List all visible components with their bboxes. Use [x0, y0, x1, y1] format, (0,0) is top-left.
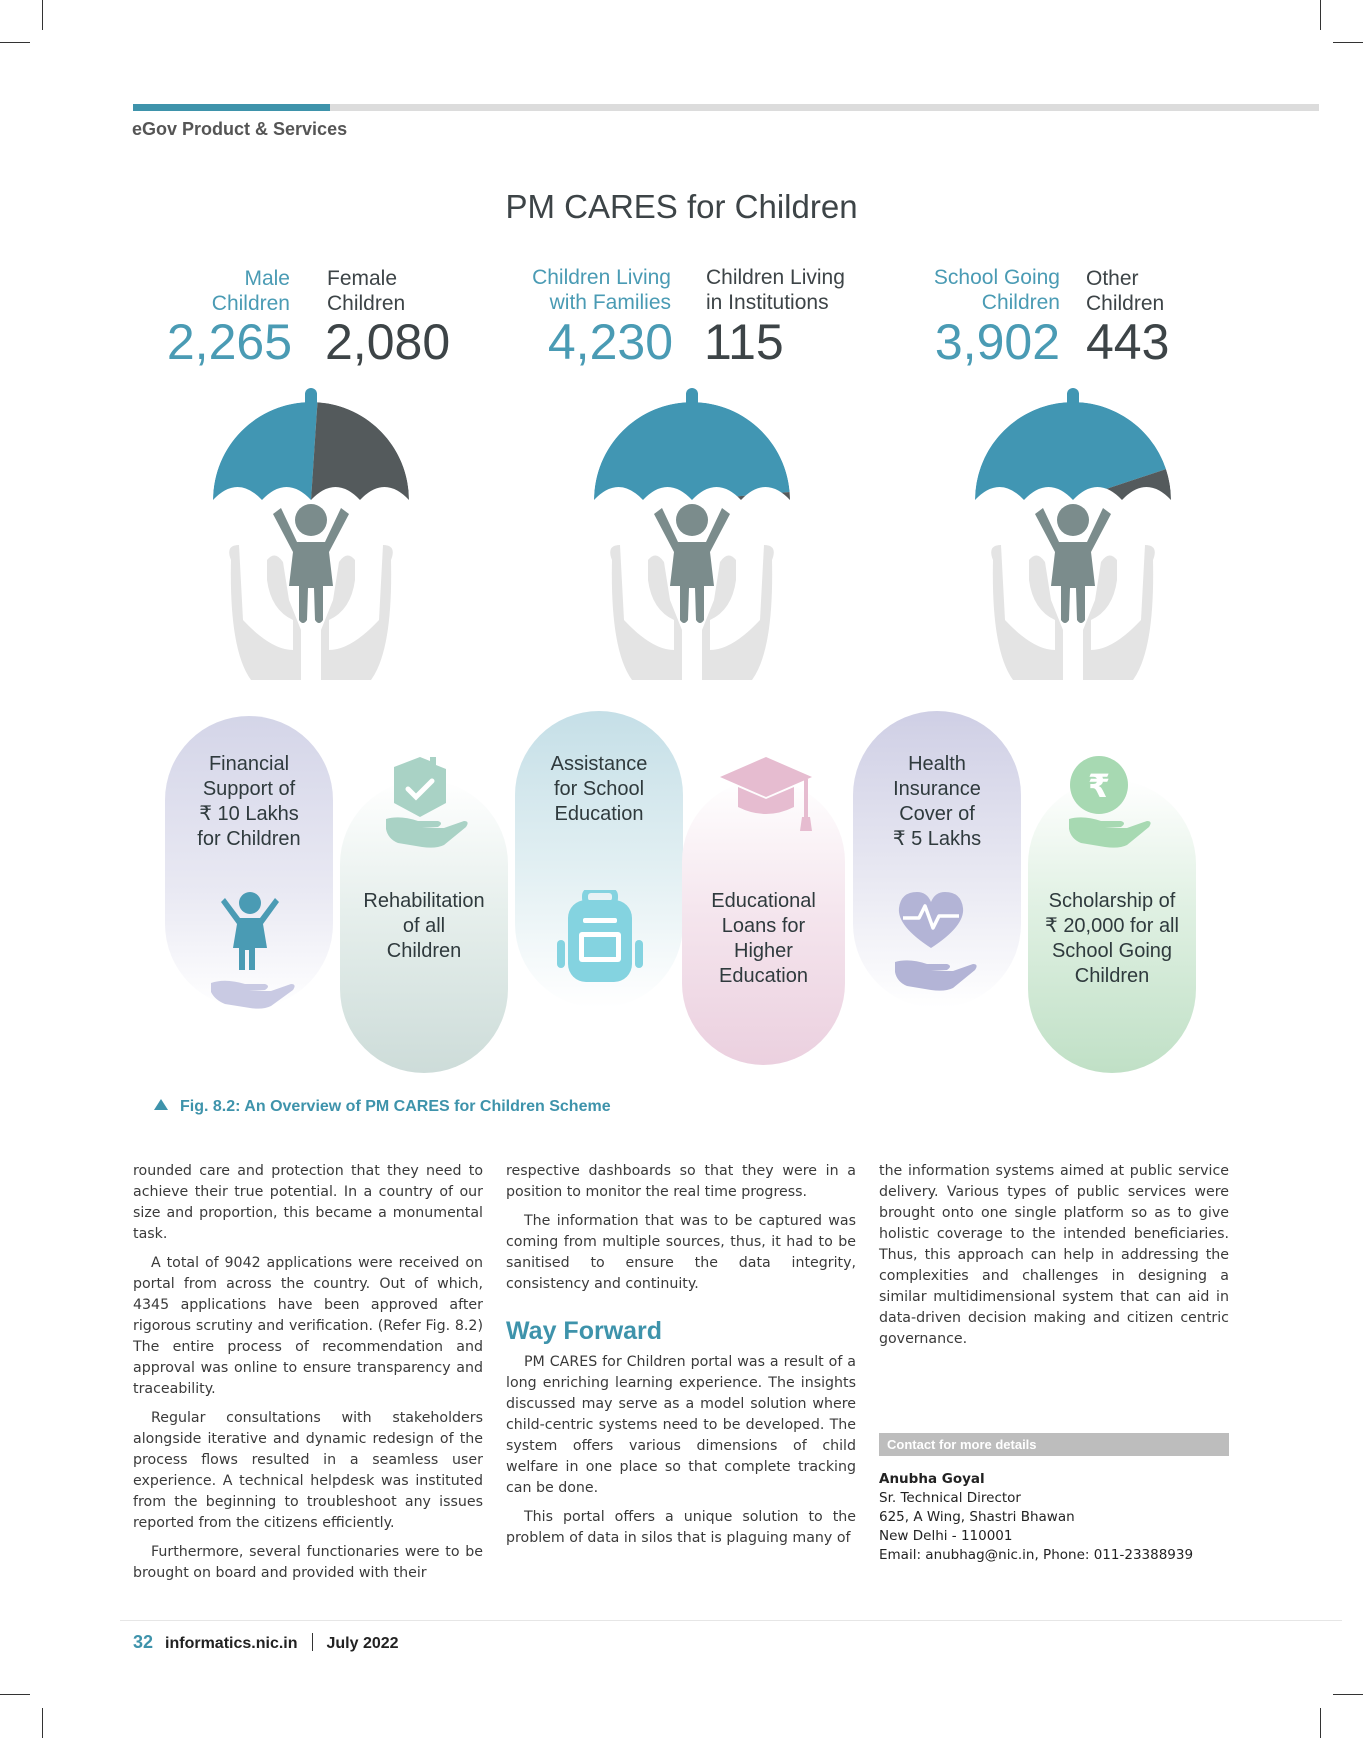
benefit-label-line: Educational	[711, 890, 816, 912]
stat-value: 443	[1086, 314, 1170, 370]
benefit-label-line: Children	[1074, 965, 1150, 987]
paragraph: The information that was to be captured was coming from multiple sources, thus, it had to be sanitised to ensure the data integrity, consistency and continuity.	[506, 1213, 856, 1292]
stat-label-line: with Families	[549, 291, 671, 314]
crop-mark	[0, 1694, 30, 1695]
benefit-label-line: Education	[554, 803, 644, 825]
page-number: 32	[133, 1632, 154, 1652]
svg-text:₹: ₹	[1087, 767, 1111, 805]
contact-heading: Contact for more details	[879, 1433, 1229, 1456]
paragraph: Furthermore, several functionaries were to be brought on board and provided with their	[133, 1544, 483, 1581]
stat-label-line: Female	[327, 267, 398, 290]
umbrella-share-left	[213, 402, 317, 500]
benefit-label	[1028, 889, 1196, 989]
umbrella-share-right	[311, 402, 409, 500]
stat-label-line: Other	[1086, 267, 1139, 290]
footer-date: July 2022	[326, 1635, 399, 1652]
benefit-label-line: Education	[719, 965, 808, 987]
page-footer	[133, 1632, 399, 1653]
figure-title: PM CARES for Children	[505, 188, 858, 225]
crop-mark	[0, 42, 30, 43]
child-head-icon	[1057, 504, 1089, 536]
benefit-label	[853, 752, 1021, 852]
stat-value: 4,230	[547, 314, 673, 370]
hand-right-icon	[1083, 545, 1155, 680]
shield-in-hand-icon	[380, 755, 470, 855]
heart-in-hand-icon	[893, 890, 983, 995]
crop-mark	[1333, 1694, 1363, 1695]
section-label: eGov Product & Services	[132, 119, 348, 139]
paragraph: A total of 9042 applications were received on portal from across the country. Out of which, 4345 applications have been approved after rigorous scrutiny and verification. (Refer Fig. 8.2) The entire process of recommendation and approval was online to ensure transparency and traceability.	[133, 1255, 483, 1397]
benefit-label-line: Insurance	[893, 778, 981, 800]
hand-left-icon	[229, 545, 301, 680]
triangle-icon	[154, 1099, 168, 1110]
stat-label-line: Male	[244, 267, 290, 290]
stat-label-line: Children Living	[706, 266, 845, 289]
umbrella-share-left	[594, 402, 790, 500]
contact-details	[879, 1470, 1193, 1565]
footer-rule	[120, 1620, 1342, 1621]
stat-label-line: Children Living	[532, 266, 671, 289]
stat-label	[706, 265, 886, 315]
benefit-label-line: Children	[386, 940, 462, 962]
contact-designation: Sr. Technical Director	[879, 1490, 1021, 1506]
child-head-icon	[676, 504, 708, 536]
stat-label-line: Children	[211, 292, 290, 315]
benefit-label-line: Higher	[734, 940, 793, 962]
paragraph: PM CARES for Children portal was a result of a long enriching learning experience. The insights discussed may serve as a model solution where child-centric systems need to be developed. The system offers various dimensions of child welfare in one place so that complete tracking can be done.	[506, 1354, 856, 1496]
crop-mark	[1320, 1708, 1321, 1738]
section-heading: Way Forward	[506, 1317, 663, 1345]
benefit-label-line: for Children	[197, 828, 301, 850]
child-head-icon	[295, 504, 327, 536]
benefit-label	[515, 752, 683, 827]
stat-value: 3,902	[934, 314, 1060, 370]
stat-label	[150, 266, 290, 316]
contact-email: Email: anubhag@nic.in, Phone: 011-23388939	[879, 1547, 1194, 1563]
backpack-icon	[555, 890, 645, 985]
paragraph: the information systems aimed at public service delivery. Various types of public services were brought onto one single platform so as to give holistic coverage to the intended beneficiaries. Thus, this approach can help in addressing the complexities and challenges in designing a similar multidimensional system that can aid in data-driven decision making and citizen centric governance.	[879, 1163, 1229, 1347]
caption-text: Fig. 8.2: An Overview of PM CARES for Children Scheme	[180, 1098, 611, 1115]
contact-name: Anubha Goyal	[879, 1471, 985, 1487]
benefit-label-line: Assistance	[550, 753, 648, 775]
benefit-label-line: Rehabilitation	[363, 890, 485, 912]
stat-label	[900, 265, 1060, 315]
stat-label	[1086, 266, 1246, 316]
hand-left-icon	[610, 545, 682, 680]
benefit-label-line: ₹ 10 Lakhs	[199, 803, 299, 825]
benefit-label-line: School Going	[1051, 940, 1173, 962]
header-rule-accent	[133, 104, 330, 111]
contact-address: New Delhi - 110001	[879, 1528, 1013, 1544]
stat-label-line: Children	[981, 291, 1060, 314]
benefit-label	[340, 889, 508, 964]
paragraph: rounded care and protection that they need to achieve their true potential. In a country of our size and proportion, this became a monumental task.	[133, 1163, 483, 1242]
stat-label	[491, 265, 671, 315]
benefit-label-line: Health	[908, 753, 966, 775]
article-column-1	[133, 1161, 483, 1592]
benefit-label-line: for School	[553, 778, 645, 800]
benefit-label-line: Scholarship of	[1048, 890, 1176, 912]
hand-right-icon	[702, 545, 774, 680]
benefit-label-line: Cover of	[899, 803, 975, 825]
figure-caption	[154, 1098, 611, 1116]
stat-label-line: School Going	[933, 266, 1060, 289]
stat-label	[327, 266, 487, 316]
hand-left-icon	[991, 545, 1063, 680]
benefit-label-line: ₹ 5 Lakhs	[892, 828, 982, 850]
article-column-2	[506, 1161, 856, 1557]
umbrella-illustrations	[0, 380, 1363, 680]
crop-mark	[1333, 42, 1363, 43]
article-column-3	[879, 1161, 1229, 1358]
stat-value: 2,080	[325, 314, 451, 370]
crop-mark	[42, 0, 43, 30]
benefit-label-line: of all	[402, 915, 446, 937]
contact-address: 625, A Wing, Shastri Bhawan	[879, 1509, 1075, 1525]
child-in-hand-icon	[205, 888, 295, 1013]
stat-value: 115	[704, 314, 784, 370]
rupee-coin-in-hand-icon	[1067, 755, 1157, 855]
footer-site: informatics.nic.in	[165, 1635, 298, 1652]
graduation-cap-icon	[718, 755, 814, 835]
benefit-label-line: ₹ 20,000 for all	[1045, 915, 1179, 937]
footer-separator	[312, 1633, 313, 1651]
benefit-label	[682, 889, 845, 989]
crop-mark	[1320, 0, 1321, 30]
crop-mark	[42, 1708, 43, 1738]
benefit-label-line: Support of	[202, 778, 296, 800]
paragraph: This portal offers a unique solution to the problem of data in silos that is plaguing many of	[506, 1509, 856, 1546]
stat-value: 2,265	[166, 314, 292, 370]
stat-label-line: in Institutions	[706, 291, 829, 314]
benefit-label	[165, 752, 333, 852]
stat-label-line: Children	[1086, 292, 1165, 315]
hand-right-icon	[321, 545, 393, 680]
benefit-label-line: Financial	[208, 753, 290, 775]
paragraph: respective dashboards so that they were in a position to monitor the real time progress.	[506, 1163, 856, 1200]
stat-label-line: Children	[327, 292, 406, 315]
paragraph: Regular consultations with stakeholders alongside iterative and dynamic redesign of the process flows resulted in a seamless user experience. A technical helpdesk was instituted from the beginning to troubleshoot any issues reported from the citizens efficiently.	[133, 1410, 483, 1531]
benefit-label-line: Loans for	[721, 915, 806, 937]
